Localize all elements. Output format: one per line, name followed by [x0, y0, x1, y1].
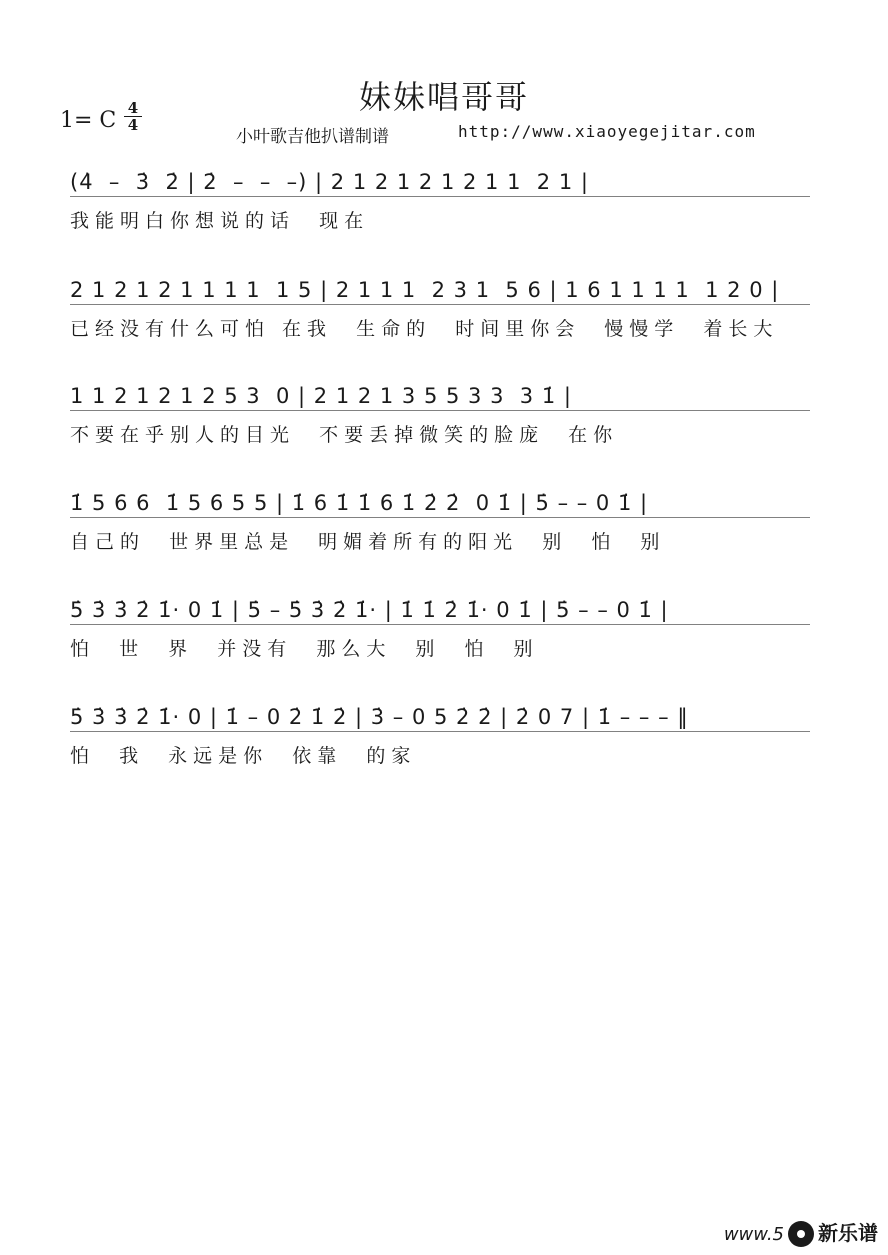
notation-text: 5̇ 3̇ 3̇ 2̇ 1̇· 0 1̇ | 5̇ – 5̇ 3̇ 2̇ 1̇· | 1̇ 1̇ 2̇ 1̇· 0 1̇ | 5̇ – – 0 1̇ |: [70, 598, 669, 622]
time-signature-bottom: 4: [127, 116, 139, 134]
beam-line: [70, 731, 810, 732]
beam-line: [70, 517, 810, 518]
notation-text: 1̇ 5 6 6 1̇ 5 6 5 5 | 1̇ 6 1̇ 1̇ 6 1̇ 2̇ 2̇ 0 1̇ | 5̇ – – 0 1̇ |: [70, 491, 649, 515]
notation-row: [0, 162, 888, 202]
beam-line: [70, 304, 810, 305]
notation-row: [0, 697, 888, 737]
arranger-credit: 小叶歌吉他扒谱制谱: [236, 127, 389, 147]
lyrics-text: 已经没有什么可怕 在我 生命的 时间里你会 慢慢学 着长大: [70, 318, 779, 340]
lyrics-row: [0, 741, 888, 771]
lyrics-row: [0, 206, 888, 236]
notation-row: [0, 376, 888, 416]
beam-line: [70, 410, 810, 411]
lyrics-text: 我能明白你想说的话 现在: [70, 210, 370, 232]
notation-row: [0, 483, 888, 523]
lyrics-row: [0, 420, 888, 450]
notation-text: 1 1 2 1 2 1 2 5 3 0 | 2 1 2 1 3 5 5 3 3 3 1̇ |: [70, 384, 572, 408]
time-signature: [124, 100, 142, 133]
footer-brand: 新乐谱: [818, 1220, 878, 1245]
beam-line: [70, 624, 810, 625]
key-signature: 1= C: [60, 108, 117, 133]
notation-row: [0, 270, 888, 310]
notation-text: 5̇ 3̇ 3̇ 2̇ 1̇· 0 | 1̇ – 0 2̇ 1̇ 2̇ | 3̇ – 0 5 2̇ 2̇ | 2̇ 0 7 | 1̇ – – – ‖: [70, 705, 689, 729]
record-logo-icon: [788, 1221, 814, 1247]
notation-row: [0, 590, 888, 630]
lyrics-row: [0, 314, 888, 344]
beam-line: [70, 196, 810, 197]
lyrics-row: [0, 634, 888, 664]
notation-text: (4̇ – 3̇ 2̇ | 2̇ – – –) | 2 1 2 1 2 1 2 1 1 2 1 |: [70, 170, 589, 194]
lyrics-text: 怕 世 界 并没有 那么大 别 怕 别: [70, 638, 539, 660]
song-title: 妹妹唱哥哥: [358, 78, 529, 116]
source-url: http://www.xiaoyegejitar.com: [458, 122, 756, 141]
notation-text: 2 1 2 1 2 1 1 1 1 1 5 | 2 1 1 1 2 3 1 5 6 | 1 6 1 1 1 1 1 2 0 |: [70, 278, 780, 302]
lyrics-text: 不要在乎别人的目光 不要丢掉微笑的脸庞 在你: [70, 424, 619, 446]
lyrics-text: 自己的 世界里总是 明媚着所有的阳光 别 怕 别: [70, 531, 666, 553]
lyrics-text: 怕 我 永远是你 依靠 的家: [70, 745, 417, 767]
lyrics-row: [0, 527, 888, 557]
time-signature-top: 4: [124, 100, 142, 117]
footer-watermark: [724, 1217, 878, 1248]
footer-site: www.5: [723, 1223, 784, 1245]
